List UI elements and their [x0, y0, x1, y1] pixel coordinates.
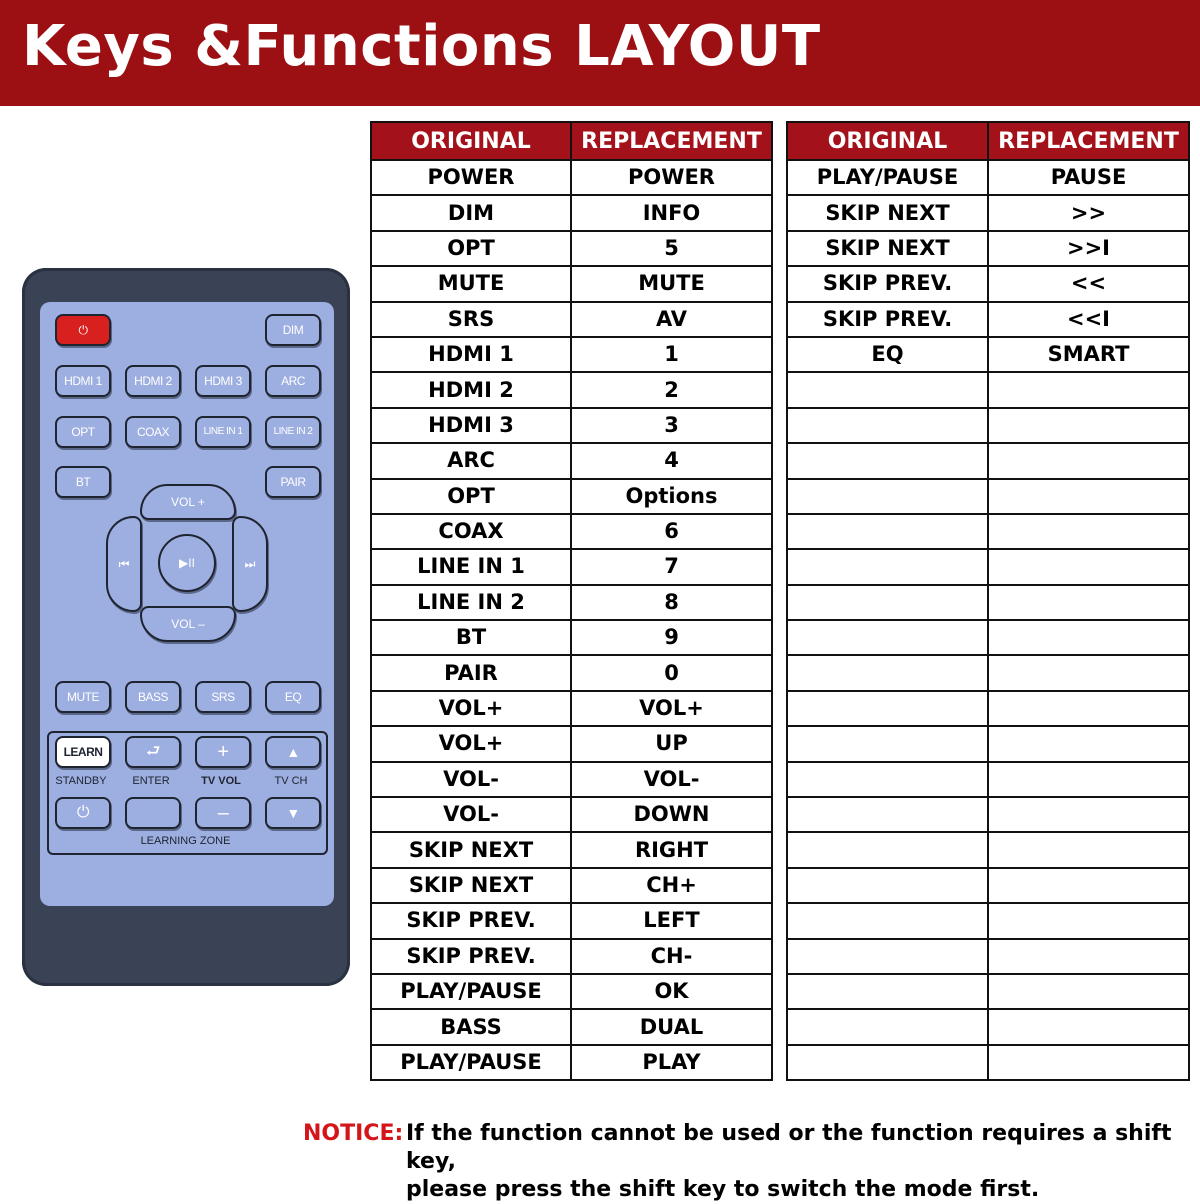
srs-button[interactable]: SRS — [195, 681, 251, 713]
replacement-cell — [988, 514, 1189, 549]
replacement-cell — [988, 443, 1189, 478]
table-row — [371, 832, 772, 867]
table-row — [371, 160, 772, 195]
hdmi1-button[interactable]: HDMI 1 — [55, 365, 111, 397]
title-banner — [0, 0, 1200, 106]
original-cell — [787, 939, 988, 974]
replacement-cell: UP — [571, 726, 772, 761]
replacement-cell — [988, 620, 1189, 655]
replacement-cell: 4 — [571, 443, 772, 478]
original-column-header: ORIGINAL — [371, 122, 571, 160]
original-cell: OPT — [371, 479, 571, 514]
replacement-cell: 2 — [571, 372, 772, 407]
table-row — [787, 302, 1189, 337]
table-row — [787, 266, 1189, 301]
original-cell — [787, 443, 988, 478]
table-row — [787, 231, 1189, 266]
original-cell — [787, 479, 988, 514]
table-row — [787, 974, 1189, 1009]
learn-button[interactable]: LEARN — [55, 736, 111, 768]
table-row — [787, 443, 1189, 478]
table-header-row — [787, 122, 1189, 160]
table-row — [787, 903, 1189, 938]
replacement-cell — [988, 974, 1189, 1009]
original-cell: SKIP NEXT — [371, 868, 571, 903]
replacement-cell — [988, 1045, 1189, 1080]
table-row — [371, 443, 772, 478]
original-cell: PLAY/PAUSE — [787, 160, 988, 195]
replacement-cell: OK — [571, 974, 772, 1009]
table-row — [371, 549, 772, 584]
replacement-cell: >> — [988, 195, 1189, 230]
notice-line-1: If the function cannot be used or the function requires a shift key, — [406, 1121, 1172, 1174]
replacement-cell — [988, 585, 1189, 620]
line-in1-button[interactable]: LINE IN 1 — [195, 416, 251, 448]
original-cell — [787, 797, 988, 832]
enter-blank-button[interactable] — [125, 797, 181, 829]
replacement-cell: INFO — [571, 195, 772, 230]
replacement-cell — [988, 868, 1189, 903]
table-row — [371, 620, 772, 655]
power-icon: ⏻ — [78, 323, 88, 337]
table-row — [787, 479, 1189, 514]
table-row — [787, 195, 1189, 230]
original-cell: SKIP NEXT — [787, 195, 988, 230]
replacement-cell — [988, 479, 1189, 514]
replacement-cell: 8 — [571, 585, 772, 620]
replacement-column-header: REPLACEMENT — [988, 122, 1189, 160]
original-cell: EQ — [787, 337, 988, 372]
table-row — [787, 691, 1189, 726]
original-cell: PLAY/PAUSE — [371, 974, 571, 1009]
hdmi2-button[interactable]: HDMI 2 — [125, 365, 181, 397]
replacement-cell: Options — [571, 479, 772, 514]
table-row — [787, 549, 1189, 584]
notice-label: NOTICE: — [303, 1121, 404, 1146]
table-row — [787, 762, 1189, 797]
replacement-cell: << — [988, 266, 1189, 301]
table-row — [371, 408, 772, 443]
replacement-cell — [988, 1009, 1189, 1044]
power-button[interactable] — [55, 314, 111, 346]
replacement-cell: DOWN — [571, 797, 772, 832]
table-row — [787, 160, 1189, 195]
replacement-cell: CH- — [571, 939, 772, 974]
replacement-cell — [988, 372, 1189, 407]
table-row — [371, 797, 772, 832]
replacement-cell: PAUSE — [988, 160, 1189, 195]
table-row — [787, 585, 1189, 620]
table-row — [787, 620, 1189, 655]
original-cell — [787, 514, 988, 549]
original-cell — [787, 372, 988, 407]
replacement-cell — [988, 762, 1189, 797]
replacement-cell: 5 — [571, 231, 772, 266]
replacement-cell — [988, 797, 1189, 832]
power-icon: ⏻ — [76, 804, 90, 821]
original-cell — [787, 585, 988, 620]
original-cell: LINE IN 2 — [371, 585, 571, 620]
original-cell: SKIP PREV. — [787, 266, 988, 301]
plus-icon: + — [217, 741, 229, 763]
original-cell — [787, 868, 988, 903]
replacement-cell: DUAL — [571, 1009, 772, 1044]
replacement-cell: CH+ — [571, 868, 772, 903]
page-title: Keys &Functions LAYOUT — [22, 14, 821, 79]
replacement-cell: AV — [571, 302, 772, 337]
replacement-cell — [988, 655, 1189, 690]
opt-button[interactable]: OPT — [55, 416, 111, 448]
tv-vol-down-button[interactable] — [195, 797, 251, 829]
original-cell: SRS — [371, 302, 571, 337]
vol-down-button[interactable]: VOL – — [140, 606, 236, 642]
table-row — [371, 691, 772, 726]
table-row — [787, 1045, 1189, 1080]
original-cell — [787, 974, 988, 1009]
mute-button[interactable]: MUTE — [55, 681, 111, 713]
original-cell: SKIP PREV. — [371, 903, 571, 938]
original-cell: VOL+ — [371, 691, 571, 726]
table-row — [787, 726, 1189, 761]
table-row — [787, 514, 1189, 549]
replacement-cell: 7 — [571, 549, 772, 584]
original-cell: OPT — [371, 231, 571, 266]
replacement-cell: SMART — [988, 337, 1189, 372]
play-pause-icon: ▶II — [179, 556, 195, 570]
original-cell — [787, 726, 988, 761]
table-row — [371, 903, 772, 938]
table-row — [371, 1009, 772, 1044]
dim-button[interactable]: DIM — [265, 314, 321, 346]
enter-label: ENTER — [132, 775, 170, 787]
pair-button[interactable]: PAIR — [265, 466, 321, 498]
original-cell — [787, 1009, 988, 1044]
replacement-cell — [988, 691, 1189, 726]
replacement-column-header: REPLACEMENT — [571, 122, 772, 160]
table-row — [371, 372, 772, 407]
replacement-cell — [988, 726, 1189, 761]
original-cell — [787, 549, 988, 584]
replacement-cell: 3 — [571, 408, 772, 443]
table-row — [371, 585, 772, 620]
learning-zone-label: LEARNING ZONE — [140, 835, 231, 847]
tv-vol-up-button[interactable] — [195, 736, 251, 768]
original-cell: SKIP PREV. — [371, 939, 571, 974]
replacement-cell: PLAY — [571, 1045, 772, 1080]
notice-message — [406, 1120, 1186, 1204]
vol-up-button[interactable]: VOL + — [140, 484, 236, 520]
eq-button[interactable]: EQ — [265, 681, 321, 713]
original-cell — [787, 832, 988, 867]
enter-button[interactable] — [125, 736, 181, 768]
triangle-up-icon: ▲ — [286, 744, 300, 760]
tv-ch-down-button[interactable] — [265, 797, 321, 829]
skip-next-icon: ⏭ — [244, 557, 256, 571]
skip-prev-button[interactable] — [106, 516, 142, 612]
original-cell: HDMI 3 — [371, 408, 571, 443]
table-row — [787, 655, 1189, 690]
original-cell: MUTE — [371, 266, 571, 301]
standby-label: STANDBY — [55, 775, 107, 787]
original-cell: ARC — [371, 443, 571, 478]
skip-next-button[interactable] — [232, 516, 268, 612]
original-cell — [787, 1045, 988, 1080]
arc-button[interactable]: ARC — [265, 365, 321, 397]
original-cell: PLAY/PAUSE — [371, 1045, 571, 1080]
tv-ch-label: TV CH — [274, 775, 308, 787]
replacement-cell: 1 — [571, 337, 772, 372]
table-row — [371, 726, 772, 761]
original-cell: LINE IN 1 — [371, 549, 571, 584]
bt-button[interactable]: BT — [55, 466, 111, 498]
replacement-cell — [988, 408, 1189, 443]
table-row — [371, 868, 772, 903]
original-cell: DIM — [371, 195, 571, 230]
table-row — [371, 302, 772, 337]
standby-button[interactable] — [55, 797, 111, 829]
original-cell — [787, 408, 988, 443]
table-row — [371, 266, 772, 301]
tv-vol-label: TV VOL — [201, 775, 241, 787]
replacement-cell: <<I — [988, 302, 1189, 337]
coax-button[interactable]: COAX — [125, 416, 181, 448]
original-cell: POWER — [371, 160, 571, 195]
original-cell: BT — [371, 620, 571, 655]
replacement-cell — [988, 549, 1189, 584]
replacement-cell: LEFT — [571, 903, 772, 938]
enter-icon: ⮐ — [146, 743, 160, 760]
table-row — [371, 655, 772, 690]
replacement-cell — [988, 903, 1189, 938]
table-row — [787, 408, 1189, 443]
replacement-cell: 6 — [571, 514, 772, 549]
table-row — [371, 479, 772, 514]
skip-prev-icon: ⏮ — [118, 557, 130, 571]
tv-ch-up-button[interactable] — [265, 736, 321, 768]
table-row — [371, 337, 772, 372]
play-pause-button[interactable] — [158, 534, 216, 592]
minus-icon: – — [217, 802, 229, 824]
replacement-cell: VOL+ — [571, 691, 772, 726]
table-row — [787, 939, 1189, 974]
table-row — [787, 797, 1189, 832]
original-column-header: ORIGINAL — [787, 122, 988, 160]
original-cell: COAX — [371, 514, 571, 549]
original-cell: HDMI 2 — [371, 372, 571, 407]
original-cell — [787, 620, 988, 655]
key-mapping-table-left — [370, 121, 773, 1081]
original-cell: SKIP PREV. — [787, 302, 988, 337]
original-cell: VOL- — [371, 762, 571, 797]
original-cell — [787, 691, 988, 726]
replacement-cell — [988, 832, 1189, 867]
table-row — [787, 1009, 1189, 1044]
replacement-cell: 0 — [571, 655, 772, 690]
table-row — [371, 1045, 772, 1080]
table-row — [787, 337, 1189, 372]
replacement-cell: MUTE — [571, 266, 772, 301]
replacement-cell: >>I — [988, 231, 1189, 266]
notice-line-2: please press the shift key to switch the mode first. — [406, 1177, 1040, 1202]
replacement-cell: RIGHT — [571, 832, 772, 867]
table-row — [371, 514, 772, 549]
replacement-cell — [988, 939, 1189, 974]
triangle-down-icon: ▼ — [286, 805, 300, 821]
hdmi3-button[interactable]: HDMI 3 — [195, 365, 251, 397]
table-row — [787, 868, 1189, 903]
replacement-cell: VOL- — [571, 762, 772, 797]
original-cell: SKIP NEXT — [371, 832, 571, 867]
table-row — [371, 974, 772, 1009]
original-cell: VOL+ — [371, 726, 571, 761]
replacement-cell: POWER — [571, 160, 772, 195]
table-row — [371, 195, 772, 230]
table-row — [371, 939, 772, 974]
original-cell: PAIR — [371, 655, 571, 690]
table-row — [787, 372, 1189, 407]
table-header-row — [371, 122, 772, 160]
key-mapping-table-right — [786, 121, 1190, 1081]
table-row — [371, 762, 772, 797]
original-cell — [787, 903, 988, 938]
line-in2-button[interactable]: LINE IN 2 — [265, 416, 321, 448]
original-cell — [787, 762, 988, 797]
original-cell: VOL- — [371, 797, 571, 832]
table-row — [371, 231, 772, 266]
original-cell: BASS — [371, 1009, 571, 1044]
replacement-cell: 9 — [571, 620, 772, 655]
bass-button[interactable]: BASS — [125, 681, 181, 713]
original-cell — [787, 655, 988, 690]
table-row — [787, 832, 1189, 867]
original-cell: HDMI 1 — [371, 337, 571, 372]
original-cell: SKIP NEXT — [787, 231, 988, 266]
